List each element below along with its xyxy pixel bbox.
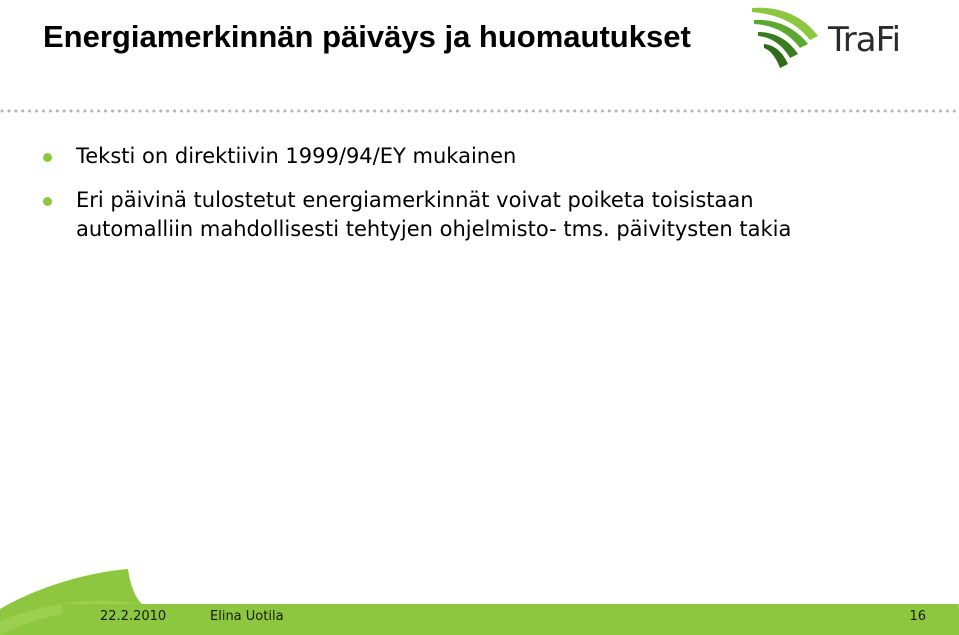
dotted-divider [0, 108, 959, 114]
footer-bar [62, 604, 957, 630]
trafi-logo [750, 2, 920, 74]
bullet-item [40, 142, 800, 171]
footer-date: 22.2.2010 [100, 609, 167, 624]
footer-author: Elina Uotila [210, 609, 284, 624]
trafi-swoosh-icon [750, 2, 826, 74]
footer-page-number: 16 [909, 609, 926, 624]
bullet-list [40, 142, 800, 259]
trafi-logo-text: TraFi [828, 20, 901, 60]
slide-title: Energiamerkinnän päiväys ja huomautukset [43, 19, 691, 54]
bullet-dot-icon [43, 197, 52, 206]
bullet-text: Teksti on direktiivin 1999/94/EY mukainen [76, 144, 517, 168]
bullet-item [40, 186, 800, 244]
bullet-dot-icon [43, 153, 52, 162]
bullet-text: Eri päivinä tulostetut energiamerkinnät voivat poiketa toisistaan automalliin mahdollisesti tehtyjen ohjelmisto- tms. päivitysten takia [76, 188, 792, 241]
